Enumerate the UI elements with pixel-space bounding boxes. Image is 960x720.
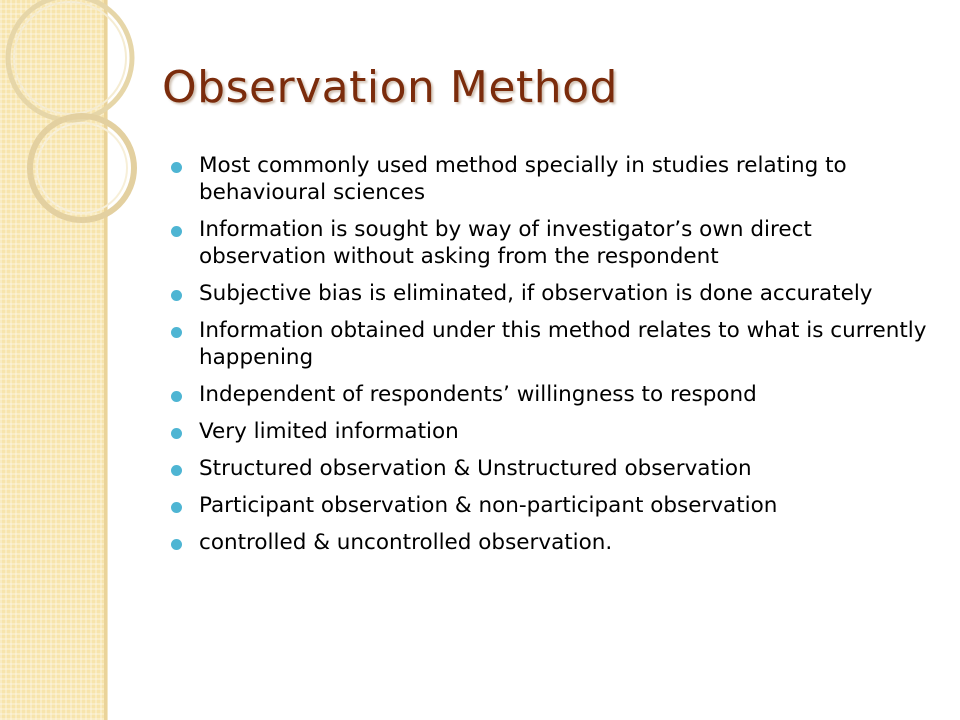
bullet-text: Independent of respondents’ willingness to respond: [199, 382, 757, 407]
bullet-dot-icon: [171, 465, 182, 476]
bullet-text: Most commonly used method specially in studies relating to behavioural sciences: [199, 153, 847, 205]
bullet-dot-icon: [171, 391, 182, 402]
bullet-text: Structured observation & Unstructured observation: [199, 456, 752, 481]
decorative-ring-small-inner: [37, 123, 127, 213]
decorative-ring-small: [30, 116, 134, 220]
bullet-dot-icon: [171, 502, 182, 513]
bullet-text: Very limited information: [199, 419, 459, 444]
slide-title: Observation Method: [162, 62, 618, 113]
bullet-list: [168, 152, 938, 566]
bullet-text: controlled & uncontrolled observation.: [199, 530, 613, 555]
bullet-dot-icon: [171, 290, 182, 301]
bullet-item: [168, 280, 938, 307]
decorative-ring-large-inner: [14, 2, 126, 114]
bullet-dot-icon: [171, 327, 182, 338]
bullet-item: [168, 455, 938, 482]
bullet-text: Information is sought by way of investigator’s own direct observation without asking from the respondent: [199, 217, 812, 269]
decorative-ring-large: [8, 0, 132, 120]
bullet-dot-icon: [171, 162, 182, 173]
bullet-text: Subjective bias is eliminated, if observation is done accurately: [199, 281, 873, 306]
bullet-text: Information obtained under this method relates to what is currently happening: [199, 318, 927, 370]
bullet-item: [168, 529, 938, 556]
bullet-dot-icon: [171, 539, 182, 550]
bullet-item: [168, 216, 938, 270]
bullet-item: [168, 381, 938, 408]
bullet-item: [168, 152, 938, 206]
bullet-item: [168, 317, 938, 371]
bullet-dot-icon: [171, 428, 182, 439]
bullet-item: [168, 418, 938, 445]
bullet-item: [168, 492, 938, 519]
bullet-text: Participant observation & non-participant observation: [199, 493, 778, 518]
bullet-dot-icon: [171, 226, 182, 237]
